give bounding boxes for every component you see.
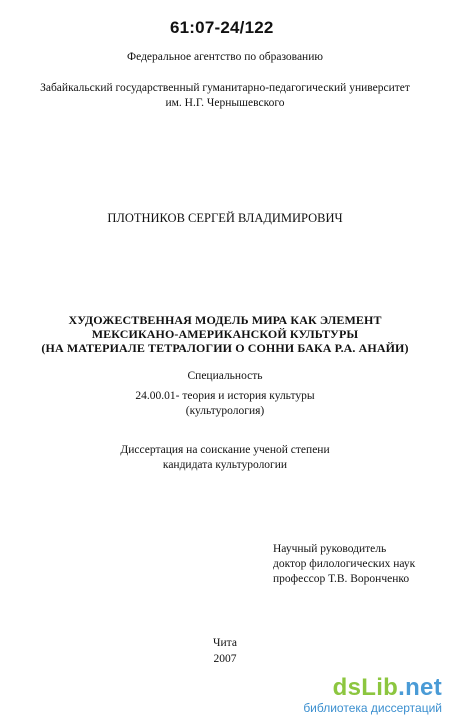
- dissertation-title: [0, 313, 450, 355]
- title-line-2: МЕКСИКАНО-АМЕРИКАНСКОЙ КУЛЬТУРЫ: [91, 327, 359, 341]
- degree-line-2: кандидата культурологии: [162, 459, 288, 471]
- advisor-line-1: Научный руководитель: [273, 543, 387, 555]
- advisor-line-2: доктор филологических наук: [273, 558, 416, 570]
- degree-line-1: Диссертация на соискание ученой степени: [120, 444, 330, 456]
- specialty-label: Специальность: [187, 370, 263, 382]
- author-name: ПЛОТНИКОВ СЕРГЕЙ ВЛАДИМИРОВИЧ: [107, 211, 343, 225]
- dslib-logo: [303, 676, 442, 700]
- city: Чита: [213, 637, 237, 649]
- university-name: [0, 81, 450, 111]
- watermark-subtitle: библиотека диссертаций: [303, 701, 442, 715]
- title-line-1: ХУДОЖЕСТВЕННАЯ МОДЕЛЬ МИРА КАК ЭЛЕМЕНТ: [68, 313, 382, 327]
- dslib-watermark[interactable]: [303, 676, 442, 715]
- specialty-details: [0, 389, 450, 419]
- scientific-advisor: [273, 542, 415, 587]
- advisor-line-3: профессор Т.В. Воронченко: [273, 573, 410, 585]
- title-line-3: (НА МАТЕРИАЛЕ ТЕТРАЛОГИИ О СОННИ БАКА Р.А. АНАЙИ): [41, 341, 409, 355]
- university-line-2: им. Н.Г. Чернышевского: [165, 97, 285, 109]
- degree-statement: [0, 443, 450, 473]
- year: 2007: [213, 653, 237, 665]
- document-code: 61:07-24/122: [170, 18, 274, 37]
- specialty-field: (культурология): [185, 405, 265, 417]
- university-line-1: Забайкальский государственный гуманитарно-педагогический университет: [40, 82, 410, 94]
- logo-part-2: .net: [398, 674, 442, 701]
- specialty-code: 24.00.01- теория и история культуры: [135, 390, 315, 402]
- agency-name: Федеральное агентство по образованию: [127, 51, 323, 63]
- logo-part-1: dsLib: [332, 674, 399, 701]
